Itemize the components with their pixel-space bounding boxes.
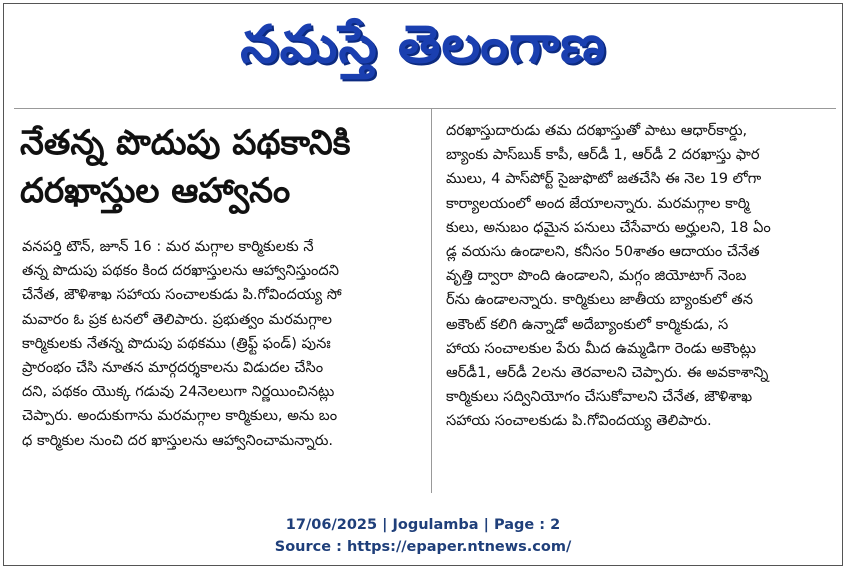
headline-line: దరఖాస్తుల ఆహ్వానం [20,171,291,211]
body-line: ర్‌ను ఉండాలన్నారు. కార్మికులు జాతీయ బ్యాంకులో తన [446,291,754,309]
body-line: కార్మికులు సద్వినియోగం చేసుకోవాలని చేనేత, జౌళిశాఖ [446,388,753,406]
body-line: కులు, అనుబం ధమైన పనులు చేసేవారు అర్హులని, 18 ఏం [446,218,771,236]
body-line: దని, పథకం యొక్క గడువు 24నెలలుగా నిర్ణయించినట్లు [22,383,335,401]
body-line: వనపర్తి టౌన్, జూన్ 16 : మర మగ్గాల కార్మికులకు నే [22,238,314,255]
body-line: చెప్పారు. అందుకుగాను మరమగ్గాల కార్మికులు, అను బం [22,407,338,425]
article-body-right [446,119,830,434]
article-clipping [14,108,836,496]
body-line: దరఖాస్తుదారుడు తమ దరఖాస్తుతో పాటు ఆధార్‌కార్డు, [446,122,748,139]
edition-date-page: 17/06/2025 | Jogulamba | Page : 2 [285,517,561,533]
epaper-clipping-frame [3,3,843,566]
body-line: ములు, 4 పాస్‌పోర్ట్ సైజుఫొటో జతచేసి ఈ నెల 19 లోగా [446,170,762,188]
body-line: కార్మికులకు నేతన్న పొదుపు పథకము (త్రిఫ్ట్ ఫండ్) పునః [22,334,331,352]
article-headline [20,119,420,215]
source-link[interactable]: Source : https://epaper.ntnews.com/ [274,539,572,555]
body-line: అకౌంట్ కలిగి ఉన్నాడో అదేబ్యాంకులో కార్మికుడు, స [446,315,729,333]
body-line: ధ కార్మికుల నుంచి దర ఖాస్తులను ఆహ్వానించామన్నారు. [22,431,334,449]
body-line: డ్ల వయసు ఉండాలని, కనీసం 50శాతం ఆదాయం చేనేత [446,243,760,261]
body-line: మవారం ఓ ప్రక టనలో తెలిపారు. ప్రభుత్వం మరమగ్గాల [22,310,332,328]
body-line: తన్న పొదుపు పథకం కింద దరఖాస్తులను ఆహ్వానిస్తుందని [22,262,339,280]
body-line: ఆర్‌డీ1, ఆర్‌డీ 2లను తెరవాలని చెప్పారు. ఈ అవకాశాన్ని [446,364,769,382]
body-line: బ్యాంకు పాస్‌బుక్ కాపీ, ఆర్‌డీ 1, ఆర్‌డీ 2 దరఖాస్తు ఫార [446,146,760,164]
article-right-column [432,108,836,493]
edition-footer [4,514,842,558]
newspaper-logo: నమస్తే తెలంగాణ [239,15,607,75]
body-line: వృత్తి ద్వారా పొంది ఉండాలని, మగ్గం జియోటాగ్ నెంబ [446,267,747,285]
body-line: హాయ సంచాలకుల పేరు మీద ఉమ్మడిగా రెండు అకౌంట్లు [446,339,756,357]
body-line: ప్రారంభం చేసి నూతన మార్గదర్శకాలను విడుదల చేసిం [22,359,324,377]
article-left-column [14,108,432,493]
body-line: సహాయ సంచాలకుడు పి.గోవిందయ్య తెలిపారు. [446,412,712,430]
body-line: కార్యాలయంలో అంద జేయాలన్నారు. మరమగ్గాల కార్మి [446,194,750,212]
article-body-left [22,235,422,453]
masthead [4,10,842,80]
headline-line: నేతన్న పొదుపు పథకానికి [20,123,351,163]
body-line: చేనేత, జౌళిశాఖ సహాయ సంచాలకుడు పి.గోవిందయ్య సో [22,286,342,304]
